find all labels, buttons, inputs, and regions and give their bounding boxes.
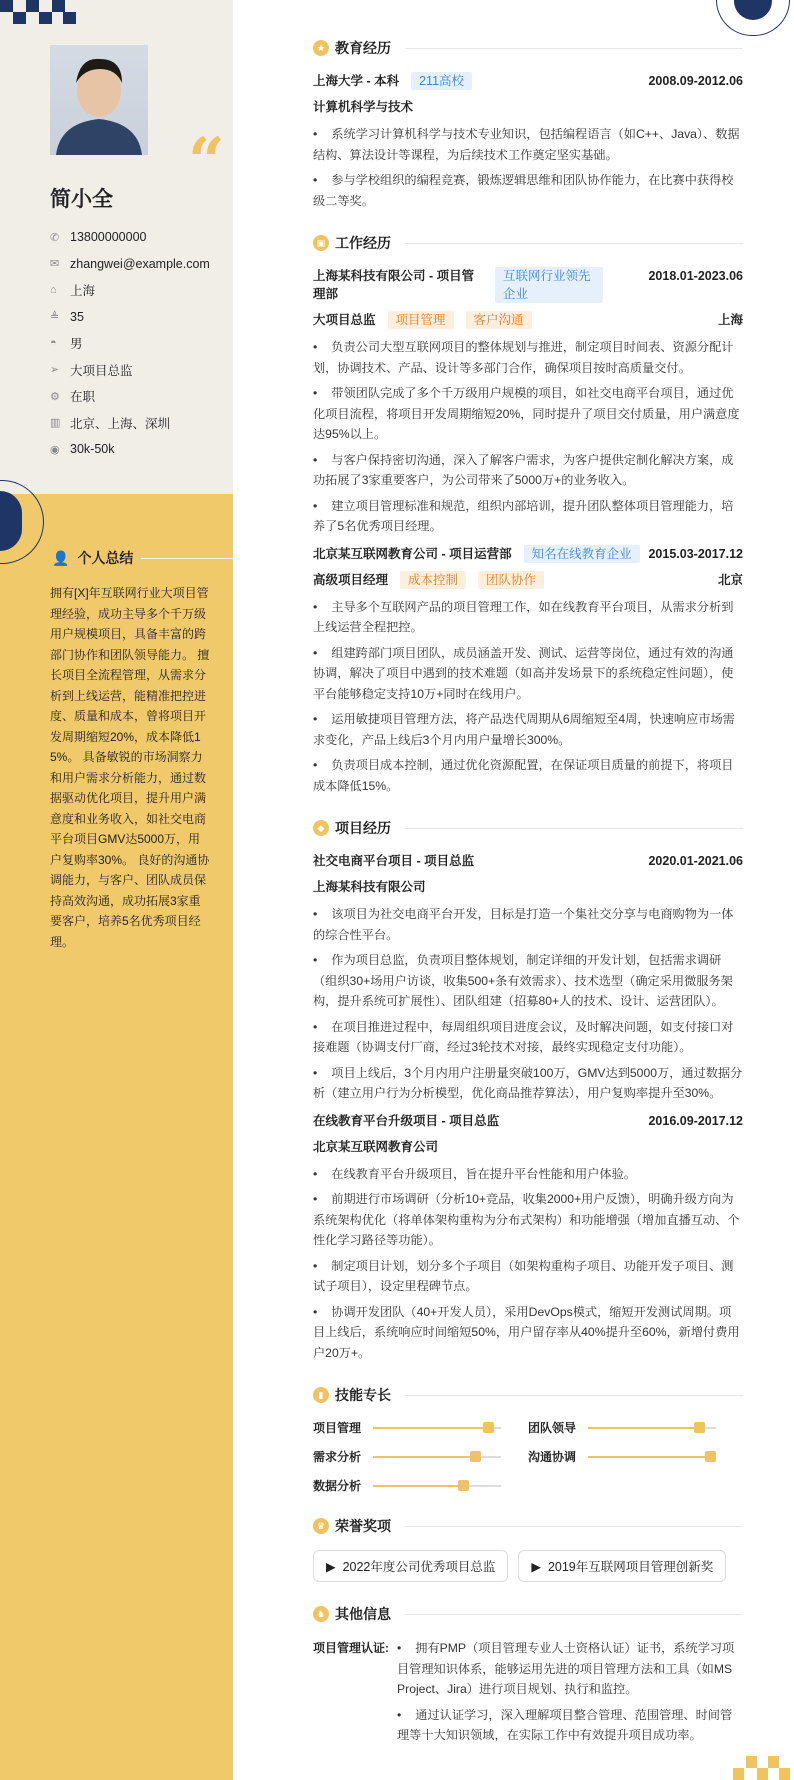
education-icon: ★	[313, 40, 329, 56]
user-icon: 👤	[52, 549, 70, 566]
skill-name: 沟通协调	[528, 1450, 577, 1464]
projects-section: ◆ 项目经历 社交电商平台项目 - 项目总监 2020.01-2021.06 上海某科技有限公司 • 该项目为社交电商平台开发，目标是打造一个集社交分享与电商购物为一体的综合性平台。 • 作为项目总监，负责项目整体规划，制定详细的开发计划，包括需求调研（组织30+场用户访谈，收集500+条有效需求）、技术选型（确定采用微服务架构，提升系统可扩展性）、团队组建（招募80+人的技术、设计、运营团队）。 • 在项目推进过程中，每周组织项目进度会议，及时解决问题，如支付接口对接难题（协调支付厂商，经过3轮技术对接，最终实现稳定支付功能）。 • 项目上线后，3个月内用户注册量突破100万，GMV达到5000万，通过数据分析（建立用户行为分析模型，优化商品推荐算法），用户复购率提升至30%。 在线教育平台升级项目 - 项目总监 2016.09-2017.12 北京某互联网教育公司 • 在线教育平台升级项目，旨在提升平台性能和用户体验。 • 前期进行市场调研（分析10+竞品，收集2000+用户反馈），明确升级方向为系统架构优化（将单体架构重构为分布式架构）和功能增强（增加直播互动、个性化学习路径等功能）。 • 制定项目计划，划分多个子项目（如架构重构子项目、功能开发子项目、测试子项目），设定里程碑节点。 • 协调开发团队（40+开发人员），采用DevOps模式，缩短开发测试周期。项目上线后，系统响应时间缩短50%，用户留存率从40%提升至60%，新增付费用户20万+。	[313, 818, 743, 1363]
circle-decoration-right	[716, 0, 790, 36]
age-row: ≜ 35	[50, 309, 84, 324]
main-content	[313, 38, 743, 1759]
skills-section: ▮ 技能专长 项目管理 团队领导 需求分析 沟通协调 数据分析	[313, 1385, 743, 1494]
quote-icon: “	[188, 124, 225, 199]
target-city-row: ▥ 北京、上海、深圳	[50, 416, 171, 431]
project-icon: ◆	[313, 820, 329, 836]
checker-decoration	[0, 0, 76, 24]
summary-text: 拥有[X]年互联网行业大项目管理经验，成功主导多个千万级用户规模项目，具备丰富的跨部门协作和团队领导能力。 擅长项目全流程管理，从需求分析到上线运营，能精准把控进度、质量和成本，曾将项目开发周期缩短20%，成本降低15%。 具备敏锐的市场洞察力和用户需求分析能力，通过数据驱动优化项目，提升用户满意度和业务收入，如社交电商平台项目GMV达5000万，用户复购率30%。 良好的沟通协调能力，与客户、团队成员保持高效沟通，成功拓展3家重要客户，培养5名优秀项目经理。	[50, 586, 210, 949]
skill-thumb	[483, 1422, 494, 1433]
skill-item	[313, 1419, 528, 1436]
work-icon: ▣	[313, 235, 329, 251]
info-icon: ♞	[313, 1606, 329, 1622]
school-tag: 211高校	[411, 72, 472, 90]
salary-row: ◉ 30k-50k	[50, 442, 115, 457]
skill-thumb	[705, 1451, 716, 1462]
skill-bar	[373, 1456, 501, 1458]
email-row: ✉ zhangwei@example.com	[50, 256, 210, 271]
skill-bar	[373, 1485, 501, 1487]
skill-thumb	[694, 1422, 705, 1433]
education-section: ★ 教育经历 上海大学 - 本科 211高校 2008.09-2012.06 计算机科学与技术 • 系统学习计算机科学与技术专业知识，包括编程语言（如C++、Java）、数据结构、算法设计等课程，为后续技术工作奠定坚实基础。 • 参与学校组织的编程竞赛，锻炼逻辑思维和团队协作能力，在比赛中获得校级二等奖。	[313, 38, 743, 211]
status-row: ⚙ 在职	[50, 390, 96, 405]
gender-row: ◓ 男	[50, 337, 83, 352]
phone-row: ✆ 13800000000	[50, 230, 147, 245]
awards-section: ♛ 荣誉奖项 ▶ 2022年度公司优秀项目总监 ▶ 2019年互联网项目管理创新奖	[313, 1516, 743, 1582]
work-section: ▣ 工作经历 上海某科技有限公司 - 项目管理部 互联网行业领先企业 2018.01-2023.06 大项目总监 项目管理 客户沟通 上海 • 负责公司大型互联网项目的整体规划与推进，制定项目时间表、资源分配计划，协调技术、产品、设计等多部门合作，确保项目按时高质量交付。 • 带领团队完成了多个千万级用户规模的项目，如社交电商平台项目，通过优化项目流程，将项目开发周期缩短20%，同时提升了项目交付质量，用户满意度达95%以上。 • 与客户保持密切沟通，深入了解客户需求，为客户提供定制化解决方案，成功拓展了3家重要客户，为公司带来了5000万+的业务收入。 • 建立项目管理标准和规范，组织内部培训，提升团队整体项目管理能力，培养了5名优秀项目经理。 北京某互联网教育公司 - 项目运营部 知名在线教育企业 2015.03-2017.12 高级项目经理 成本控制 团队协作 北京 • 主导多个互联网产品的项目管理工作，如在线教育平台项目，从需求分析到上线运营全程把控。 • 组建跨部门项目团队，成员涵盖开发、测试、运营等岗位，通过有效的沟通协调，解决了项目中遇到的技术难题（如高并发场景下的系统稳定性问题），使平台能够稳定支持10万+同时在线用户。 • 运用敏捷项目管理方法，将产品迭代周期从6周缩短至4周，快速响应市场需求变化，产品上线后3个月内用户量增长300%。 • 负责项目成本控制，通过优化资源配置，在保证项目质量的前提下，将项目成本降低15%。	[313, 233, 743, 796]
contact-info	[50, 224, 225, 463]
skill-thumb	[470, 1451, 481, 1462]
skill-name: 需求分析	[313, 1450, 362, 1464]
skill-name: 团队领导	[528, 1421, 577, 1435]
skill-item	[313, 1477, 528, 1494]
skill-fill	[588, 1427, 699, 1429]
home-icon: ⌂	[50, 284, 57, 297]
cake-icon: ≜	[50, 311, 60, 324]
mail-icon: ✉	[50, 258, 60, 271]
checker-decoration-bottom	[733, 1756, 790, 1780]
skill-fill	[373, 1427, 488, 1429]
other-section: ♞ 其他信息 项目管理认证: • 拥有PMP（项目管理专业人士资格认证）证书，系统学习项目管理知识体系，能够运用先进的项目管理方法和工具（如MS Project、Jira）进行项目规划、执行和监控。 • 通过认证学习，深入理解项目整合管理、范围管理、时间管理等十大知识领域，在实际工作中有效提升项目成功率。	[313, 1604, 743, 1759]
award-icon: ♛	[313, 1518, 329, 1534]
candidate-name: 简小全	[50, 188, 113, 211]
skill-name: 数据分析	[313, 1479, 362, 1493]
skill-bar	[588, 1456, 716, 1458]
position-row: ➢ 大项目总监	[50, 363, 133, 378]
award-item: ▶ 2019年互联网项目管理创新奖	[518, 1550, 726, 1582]
summary-header: 👤 个人总结	[52, 548, 239, 568]
skill-thumb	[458, 1480, 469, 1491]
skill-fill	[373, 1485, 463, 1487]
avatar-photo	[50, 45, 148, 155]
award-item: ▶ 2022年度公司优秀项目总监	[313, 1550, 508, 1582]
send-icon: ➢	[50, 364, 60, 377]
phone-icon: ✆	[50, 231, 60, 244]
skill-item	[313, 1448, 528, 1465]
skill-name: 项目管理	[313, 1421, 362, 1435]
building-icon: ▥	[50, 417, 61, 430]
status-icon: ⚙	[50, 390, 60, 403]
skill-item	[528, 1448, 743, 1465]
skill-bar	[588, 1427, 716, 1429]
skill-fill	[588, 1456, 710, 1458]
gender-icon: ◓	[50, 337, 57, 350]
chart-icon: ▮	[313, 1387, 329, 1403]
city-row: ⌂ 上海	[50, 284, 96, 299]
skill-bar	[373, 1427, 501, 1429]
skill-fill	[373, 1456, 475, 1458]
skill-item	[528, 1419, 743, 1436]
money-icon: ◉	[50, 443, 60, 456]
